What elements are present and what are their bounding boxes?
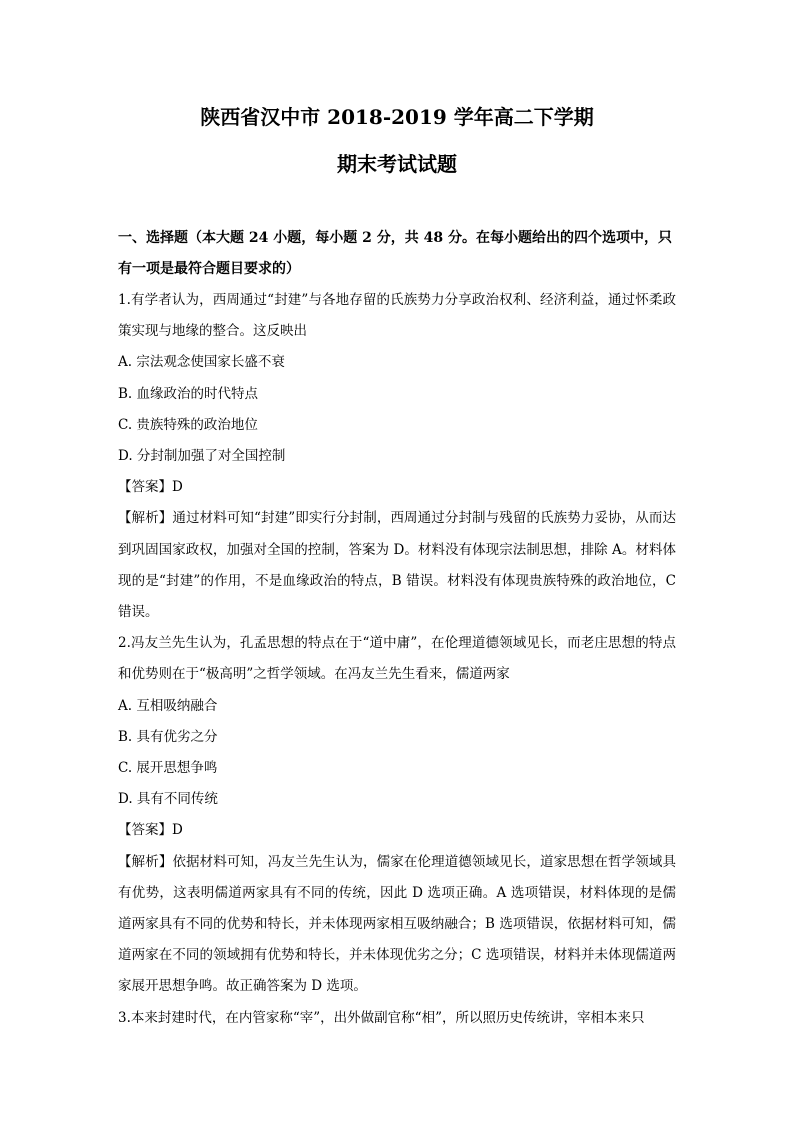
question-2-answer: 【答案】D — [118, 822, 183, 839]
question-1-option-b: B. 血缘政治的时代特点 — [118, 385, 259, 402]
question-2-option-a: A. 互相吸纳融合 — [118, 697, 218, 714]
document-subtitle: 期末考试试题 — [337, 152, 457, 176]
question-3-stem: 3.本来封建时代，在内管家称“宰”，出外做副官称“相”，所以照历史传统讲，宰相本来只 — [118, 1009, 645, 1026]
question-2-stem: 2.冯友兰先生认为，孔孟思想的特点在于“道中庸”，在伦理道德领域见长，而老庄思想的特点和优势则在于“极高明”之哲学领域。在冯友兰先生看来，儒道两家 — [118, 635, 676, 683]
question-2-option-b: B. 具有优劣之分 — [118, 728, 218, 745]
question-1-analysis: 【解析】通过材料可知“封建”即实行分封制，西周通过分封制与残留的氏族势力妥协，从而达到巩固国家政权，加强对全国的控制，答案为 D。材料没有体现宗法制思想，排除 A。材料体现的是“封建”的作用，不是血缘政治的特点，B 错误。材料没有体现贵族特殊的政治地位，C 错误。 — [118, 510, 676, 621]
question-2-analysis: 【解析】依据材料可知，冯友兰先生认为，儒家在伦理道德领域见长，道家思想在哲学领域具有优势，这表明儒道两家具有不同的传统，因此 D 选项正确。A 选项错误，材料体现的是儒道两家具有不同的优势和特长，并未体现两家相互吸纳融合；B 选项错误，依据材料可知，儒道两家在不同的领域拥有优势和特长，并未体现优劣之分；C 选项错误，材料并未体现儒道两家展开思想争鸣。故正确答案为 D 选项。 — [118, 853, 676, 995]
question-1-answer: 【答案】D — [118, 479, 183, 496]
question-1-option-a: A. 宗法观念使国家长盛不衰 — [118, 354, 285, 371]
question-2-option-d: D. 具有不同传统 — [118, 791, 218, 808]
question-1-option-d: D. 分封制加强了对全国控制 — [118, 448, 286, 465]
question-2-option-c: C. 展开思想争鸣 — [118, 760, 218, 777]
question-1-stem: 1.有学者认为，西周通过“封建”与各地存留的氏族势力分享政治权利、经济利益，通过怀柔政策实现与地缘的整合。这反映出 — [118, 292, 676, 340]
document-title: 陕西省汉中市 2018-2019 学年高二下学期 — [200, 105, 594, 129]
section-heading: 一、选择题（本大题 24 小题，每小题 2 分，共 48 分。在每小题给出的四个选项中，只有一项是最符合题目要求的） — [118, 230, 672, 277]
question-1-option-c: C. 贵族特殊的政治地位 — [118, 416, 258, 433]
